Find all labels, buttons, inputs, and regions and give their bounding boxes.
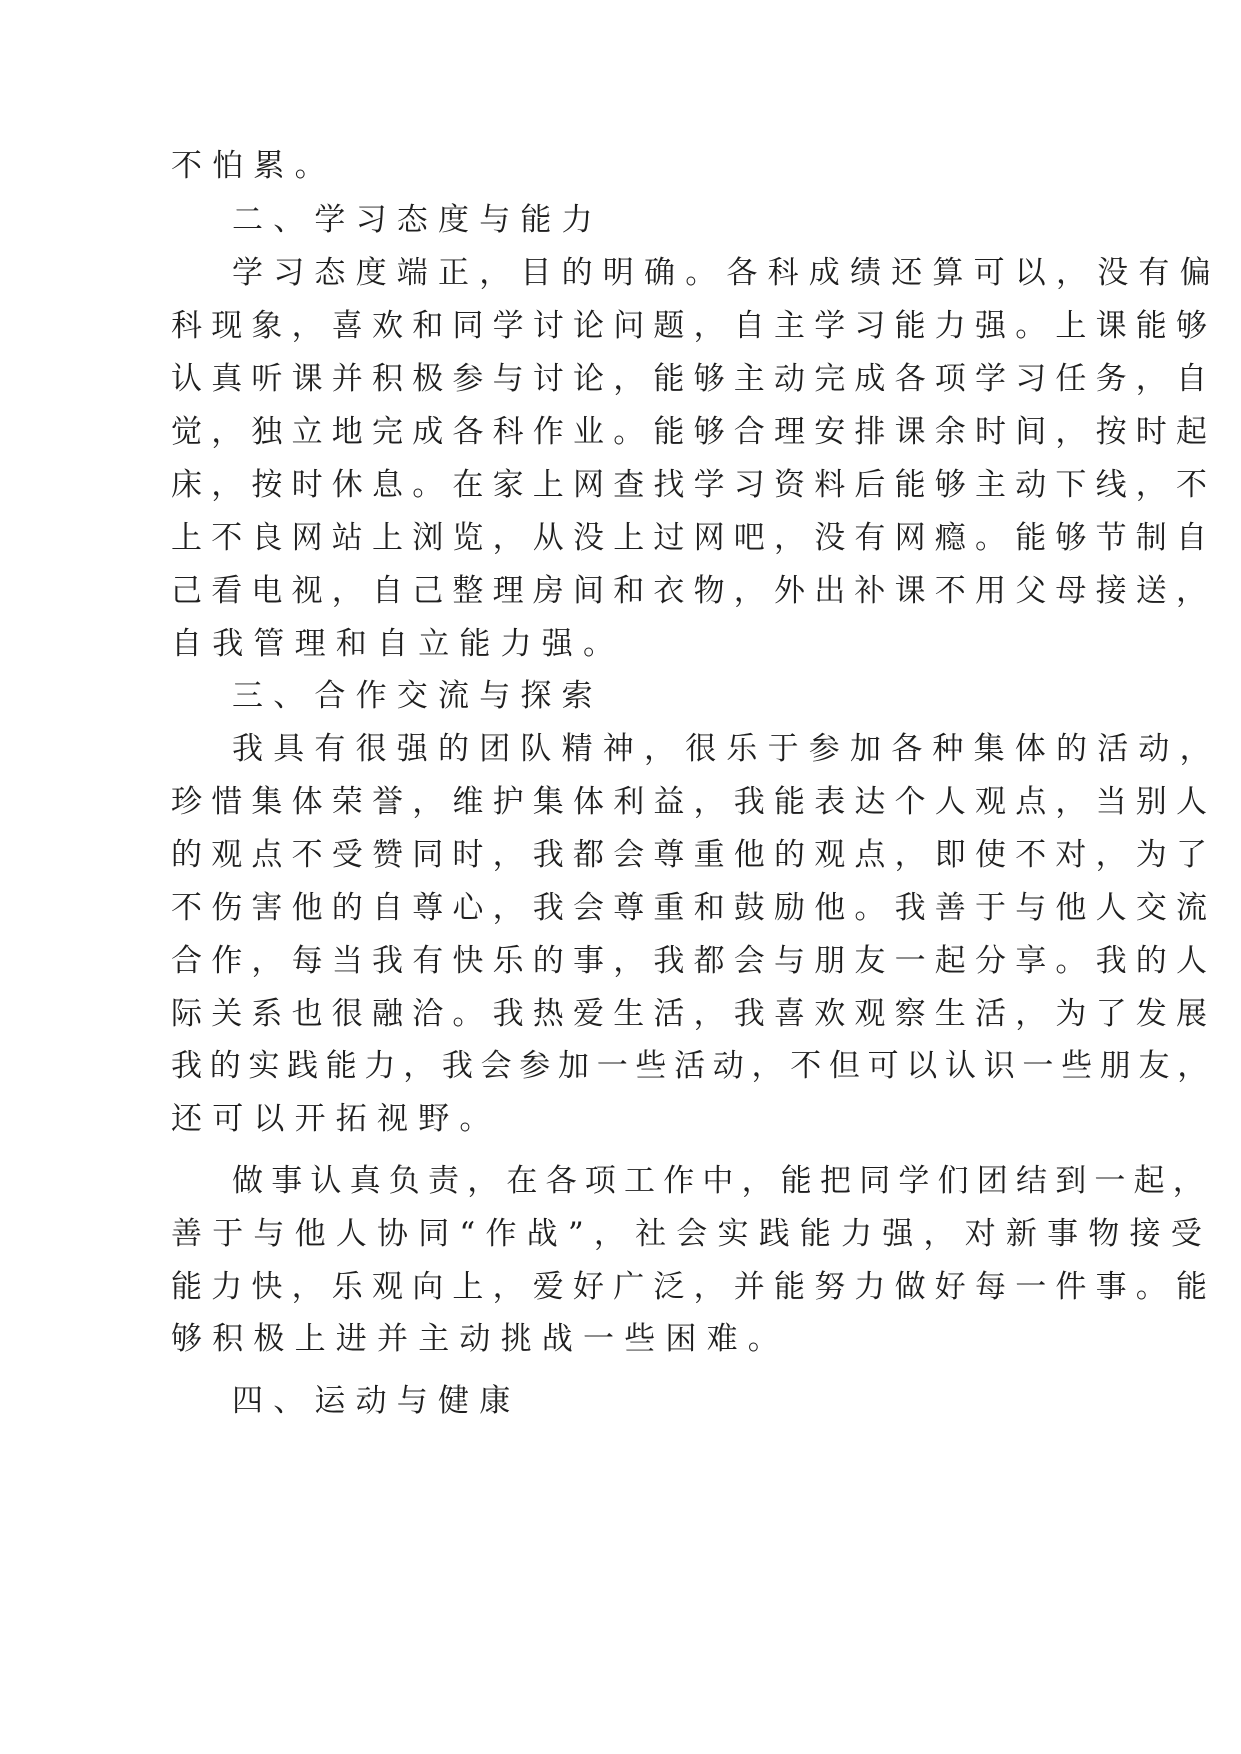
text-line: 合作，每当我有快乐的事，我都会与朋友一起分享。我的人: [171, 943, 1217, 979]
text-line: 上不良网站上浏览，从没上过网吧，没有网瘾。能够节制自: [171, 520, 1217, 556]
text-line: 学习态度端正，目的明确。各科成绩还算可以，没有偏: [232, 255, 1221, 291]
text-line: 认真听课并积极参与讨论，能够主动完成各项学习任务，自: [171, 361, 1217, 397]
text-line: 我的实践能力，我会参加一些活动，不但可以认识一些朋友，: [171, 1048, 1216, 1084]
text-line: 床，按时休息。在家上网查找学习资料后能够主动下线，不: [171, 467, 1217, 503]
text-line: 能力快，乐观向上，爱好广泛，并能努力做好每一件事。能: [171, 1269, 1217, 1305]
text-line: 不怕累。: [171, 148, 336, 184]
text-line: 自我管理和自立能力强。: [171, 626, 625, 662]
text-line: 还可以开拓视野。: [171, 1101, 501, 1137]
text-line: 我具有很强的团队精神，很乐于参加各种集体的活动，: [232, 731, 1221, 767]
section-heading: 三、合作交流与探索: [232, 678, 603, 714]
text-line: 够积极上进并主动挑战一些困难。: [171, 1321, 789, 1357]
text-line: 际关系也很融洽。我热爱生活，我喜欢观察生活，为了发展: [171, 996, 1217, 1032]
section-heading: 四、运动与健康: [232, 1383, 521, 1419]
text-line: 珍惜集体荣誉，维护集体利益，我能表达个人观点，当别人: [171, 784, 1217, 820]
text-line: 科现象，喜欢和同学讨论问题，自主学习能力强。上课能够: [171, 308, 1217, 344]
text-line: 己看电视，自己整理房间和衣物，外出补课不用父母接送，: [171, 573, 1217, 609]
text-line: 觉，独立地完成各科作业。能够合理安排课余时间，按时起: [171, 414, 1217, 450]
text-line: 善于与他人协同“作战”，社会实践能力强，对新事物接受: [171, 1216, 1212, 1252]
text-line: 的观点不受赞同时，我都会尊重他的观点，即使不对，为了: [171, 837, 1217, 873]
text-line: 做事认真负责，在各项工作中，能把同学们团结到一起，: [232, 1163, 1212, 1199]
section-heading: 二、学习态度与能力: [232, 202, 603, 238]
text-line: 不伤害他的自尊心，我会尊重和鼓励他。我善于与他人交流: [171, 890, 1217, 926]
